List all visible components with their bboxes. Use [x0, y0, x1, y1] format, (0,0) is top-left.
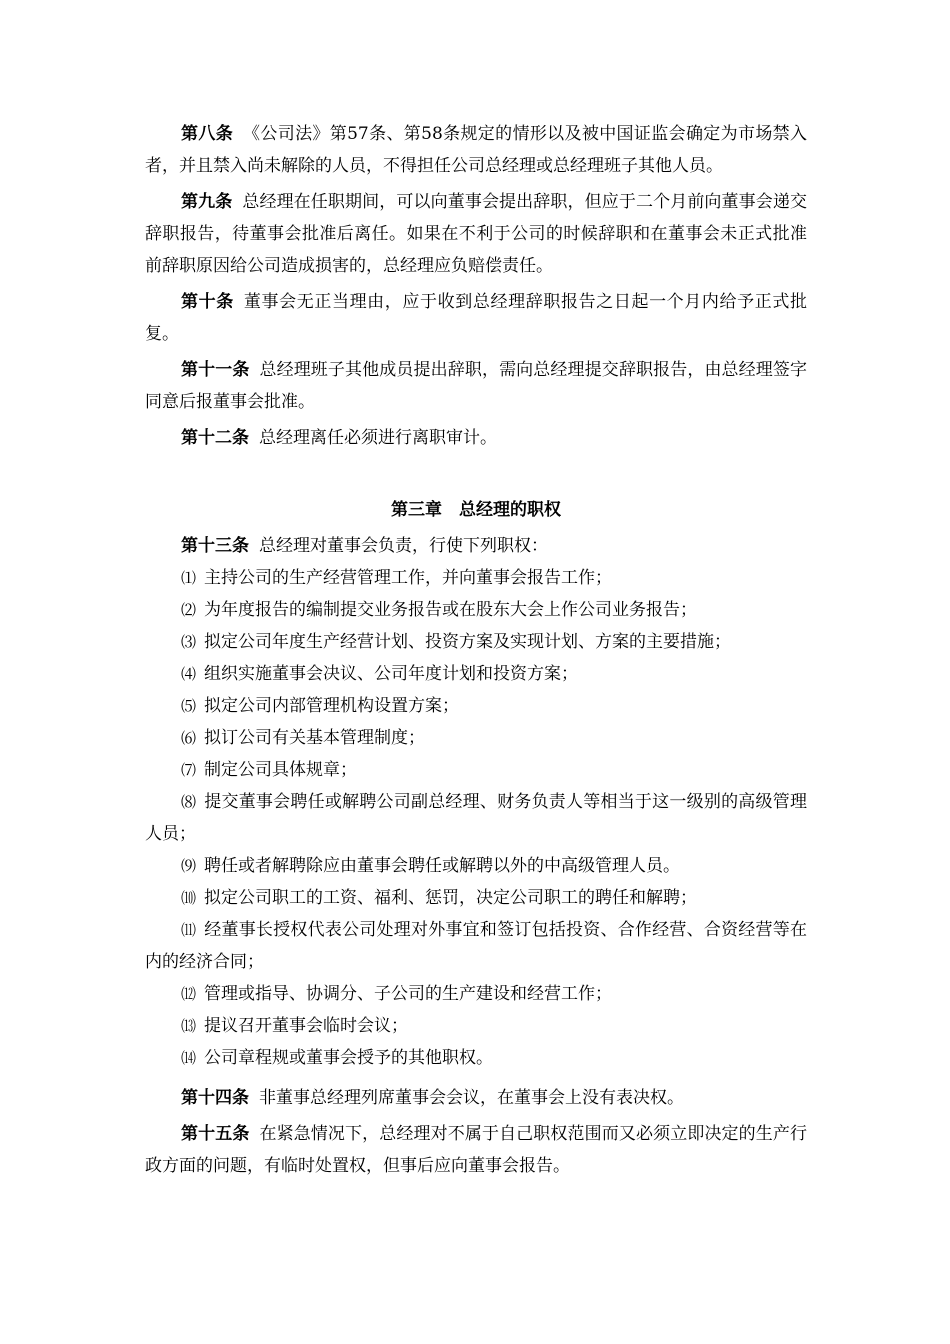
list-item [145, 754, 807, 786]
item-number: ⑽ [181, 889, 197, 907]
list-item [145, 562, 807, 594]
list-item [145, 658, 807, 690]
item-number: ⑼ [181, 857, 197, 875]
article-text: 总经理在任职期间，可以向董事会提出辞职，但应于二个月前向董事会递交辞职报告，待董事会批准后离任。如果在不利于公司的时候辞职和在董事会未正式批准前辞职原因给公司造成损害的，总经理应负赔偿责任。 [145, 192, 807, 276]
item-number: ⑵ [181, 601, 197, 619]
chapter-heading: 第三章 总经理的职权 [391, 500, 561, 520]
article-text: 非董事总经理列席董事会会议，在董事会上没有表决权。 [259, 1088, 684, 1108]
article-text: 在紧急情况下，总经理对不属于自己职权范围而又必须立即决定的生产行政方面的问题，有临时处置权，但事后应向董事会报告。 [145, 1124, 808, 1176]
article-14 [145, 1082, 807, 1114]
item-text: 聘任或者解聘除应由董事会聘任或解聘以外的中高级管理人员。 [204, 856, 681, 876]
item-text: 拟订公司有关基本管理制度； [204, 728, 426, 748]
item-text: 主持公司的生产经营管理工作，并向董事会报告工作； [204, 568, 613, 588]
item-number: ⑻ [181, 793, 197, 811]
article-text: 总经理离任必须进行离职审计。 [259, 428, 497, 448]
item-number: ⑺ [181, 761, 197, 779]
article-label: 第九条 [181, 192, 233, 212]
article-label: 第十二条 [181, 428, 249, 448]
list-item [145, 978, 807, 1010]
article-12 [145, 422, 807, 454]
item-number: ⑶ [181, 633, 197, 651]
list-item [145, 786, 807, 850]
item-number: ⑸ [181, 697, 197, 715]
list-item [145, 1042, 807, 1074]
article-13 [145, 530, 807, 562]
article-label: 第十一条 [181, 360, 250, 380]
article-label: 第十三条 [181, 536, 249, 556]
item-text: 拟定公司年度生产经营计划、投资方案及实现计划、方案的主要措施； [204, 632, 732, 652]
article-text: 总经理班子其他成员提出辞职，需向总经理提交辞职报告，由总经理签字同意后报董事会批准。 [145, 360, 808, 412]
item-number: ⑹ [181, 729, 197, 747]
item-text: 提议召开董事会临时会议； [204, 1016, 409, 1036]
list-item [145, 594, 807, 626]
list-item [145, 722, 807, 754]
article-label: 第十条 [181, 292, 234, 312]
article-label: 第八条 [181, 124, 234, 144]
list-item [145, 914, 807, 978]
list-item [145, 626, 807, 658]
article-text: 《公司法》第57条、第58条规定的情形以及被中国证监会确定为市场禁入者，并且禁入尚未解除的人员，不得担任公司总经理或总经理班子其他人员。 [145, 124, 808, 176]
article-10 [145, 286, 807, 350]
item-text: 制定公司具体规章； [204, 760, 358, 780]
document-page [145, 118, 807, 1186]
article-text: 董事会无正当理由，应于收到总经理辞职报告之日起一个月内给予正式批复。 [145, 292, 808, 344]
item-text: 公司章程规或董事会授予的其他职权。 [204, 1048, 494, 1068]
article-label: 第十四条 [181, 1088, 249, 1108]
article-11 [145, 354, 807, 418]
item-number: ⑿ [181, 985, 197, 1003]
item-text: 拟定公司内部管理机构设置方案； [204, 696, 460, 716]
item-text: 经董事长授权代表公司处理对外事宜和签订包括投资、合作经营、合资经营等在内的经济合同； [145, 920, 807, 972]
article-15 [145, 1118, 807, 1182]
article-text: 总经理对董事会负责，行使下列职权： [259, 536, 548, 556]
article-8 [145, 118, 807, 182]
item-number: ⑾ [181, 921, 197, 939]
item-text: 组织实施董事会决议、公司年度计划和投资方案； [204, 664, 579, 684]
powers-list [145, 562, 807, 1074]
item-text: 为年度报告的编制提交业务报告或在股东大会上作公司业务报告； [204, 600, 698, 620]
article-label: 第十五条 [181, 1124, 250, 1144]
list-item [145, 882, 807, 914]
item-number: ⑴ [181, 569, 197, 587]
item-number: ⒁ [181, 1049, 197, 1067]
item-text: 管理或指导、协调分、子公司的生产建设和经营工作； [204, 984, 613, 1004]
item-text: 提交董事会聘任或解聘公司副总经理、财务负责人等相当于这一级别的高级管理人员； [145, 792, 807, 844]
item-number: ⒀ [181, 1017, 197, 1035]
item-number: ⑷ [181, 665, 197, 683]
list-item [145, 690, 807, 722]
item-text: 拟定公司职工的工资、福利、惩罚，决定公司职工的聘任和解聘； [204, 888, 698, 908]
list-item [145, 1010, 807, 1042]
article-9 [145, 186, 807, 282]
list-item [145, 850, 807, 882]
